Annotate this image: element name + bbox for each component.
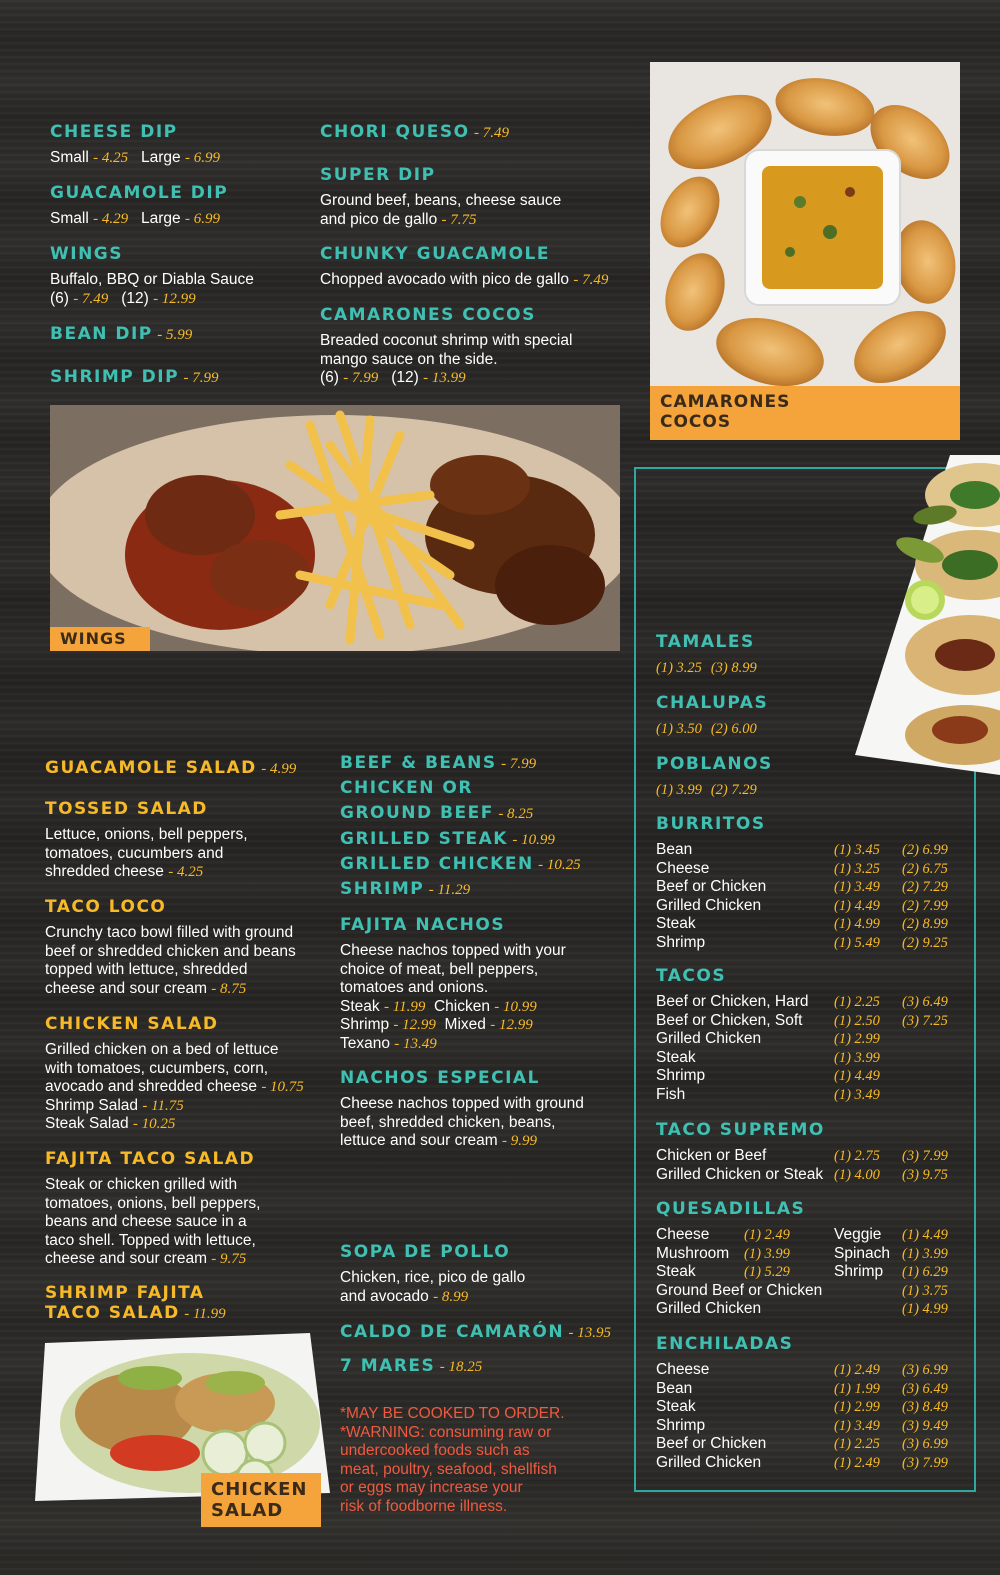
item-price: - 10.25 bbox=[538, 857, 581, 873]
row-price: (3) 7.99 bbox=[902, 1454, 948, 1471]
nachos-especial-item bbox=[340, 1068, 584, 1151]
item-price: - 13.95 bbox=[568, 1325, 612, 1341]
nachos-heading: NACHOS bbox=[340, 679, 616, 749]
row-name: Ground Beef or Chicken bbox=[656, 1281, 823, 1299]
enchilada-row bbox=[656, 1435, 962, 1454]
item-variant: Chicken bbox=[433, 997, 490, 1015]
row-name: Shrimp bbox=[656, 933, 706, 951]
row-price: (1) 6.29 bbox=[902, 1264, 948, 1280]
item-price: - 13.49 bbox=[394, 1035, 437, 1052]
row-name: Beef or Chicken bbox=[656, 878, 767, 895]
camarones-cocos-item bbox=[320, 305, 572, 388]
item-price: - 6.99 bbox=[184, 211, 220, 227]
row-name: Grilled Chicken bbox=[656, 1030, 762, 1047]
item-description: beef, shredded chicken, beans, bbox=[340, 1113, 556, 1131]
item-price: - 8.99 bbox=[433, 1288, 469, 1305]
taco-supremo-section bbox=[656, 1120, 962, 1184]
warning-line: undercooked foods such as bbox=[340, 1442, 530, 1459]
item-name: GROUND BEEF bbox=[340, 803, 494, 823]
item-name: CAMARONES COCOS bbox=[320, 305, 536, 325]
item-description: lettuce and sour cream bbox=[340, 1132, 498, 1149]
quesadilla-row bbox=[656, 1282, 962, 1301]
warning-line: *MAY BE COOKED TO ORDER. bbox=[340, 1405, 565, 1422]
item-price: - 4.25 bbox=[168, 864, 204, 880]
photo-caption: WINGS bbox=[50, 627, 150, 651]
row-name: Cheese bbox=[656, 1226, 710, 1243]
item-price: - 9.99 bbox=[501, 1133, 537, 1149]
row-price: (1) 2.99 bbox=[834, 1399, 880, 1415]
tacos-section bbox=[656, 966, 962, 1104]
item-price: - 4.99 bbox=[261, 761, 297, 777]
a-la-carte-heading bbox=[655, 489, 852, 612]
item-name: FAJITA NACHOS bbox=[340, 915, 506, 935]
size-label: Small bbox=[50, 149, 89, 166]
sopa-de-pollo-item bbox=[340, 1242, 525, 1306]
row-name: Shrimp bbox=[834, 1263, 884, 1280]
row-name: Steak bbox=[656, 1048, 696, 1066]
item-name: SUPER DIP bbox=[320, 165, 436, 185]
size-label: Large bbox=[141, 210, 181, 227]
item-description: mango sauce on the side. bbox=[320, 350, 498, 368]
supremo-row bbox=[656, 1147, 962, 1166]
quesadilla-row bbox=[656, 1245, 962, 1264]
item-price: - 7.99 bbox=[501, 756, 537, 772]
row-price: (1) 2.50 bbox=[834, 1012, 880, 1029]
camarones-cocos-photo bbox=[650, 62, 960, 440]
row-price: (3) 6.49 bbox=[902, 994, 948, 1010]
row-price: (1) 2.75 bbox=[834, 1148, 880, 1164]
supremo-list bbox=[656, 1147, 962, 1184]
row-price: (2) 7.29 bbox=[902, 879, 948, 895]
item-description: Cheese nachos topped with ground bbox=[340, 1095, 584, 1112]
row-name: Steak bbox=[656, 1398, 696, 1415]
row-price: (1) 4.49 bbox=[834, 897, 880, 914]
row-price: (1) 2.49 bbox=[834, 1362, 880, 1378]
row-price: (1) 2.25 bbox=[834, 994, 880, 1010]
row-price: (1) 2.25 bbox=[834, 1436, 880, 1452]
item-price: - 11.29 bbox=[428, 882, 471, 898]
row-price: (1) 3.99 bbox=[744, 1245, 790, 1262]
fajita-taco-salad-item bbox=[45, 1149, 260, 1269]
tacos-list bbox=[656, 993, 962, 1104]
heading-line: A LA bbox=[655, 489, 794, 554]
item-name: BURRITOS bbox=[656, 814, 766, 834]
row-name: Grilled Chicken bbox=[656, 1453, 762, 1471]
super-dip-item bbox=[320, 165, 561, 229]
quesadilla-row bbox=[656, 1263, 962, 1282]
row-price: (1) 4.49 bbox=[834, 1068, 880, 1084]
item-name: WINGS bbox=[50, 244, 124, 264]
item-name: SHRIMP bbox=[340, 879, 425, 899]
bean-dip-item bbox=[50, 324, 192, 344]
taco-loco-item bbox=[45, 897, 296, 998]
quesadilla-row bbox=[656, 1226, 962, 1245]
item-description: cheese and sour cream bbox=[45, 979, 207, 997]
row-price: (1) 4.00 bbox=[834, 1166, 880, 1183]
qty-label: (12) bbox=[391, 369, 419, 386]
item-description: taco shell. Topped with lettuce, bbox=[45, 1231, 256, 1249]
item-price: - 9.75 bbox=[211, 1251, 247, 1267]
row-price: (3) 7.99 bbox=[902, 1148, 948, 1164]
quesadillas-section bbox=[656, 1199, 962, 1319]
row-price: (3) 8.49 bbox=[902, 1399, 948, 1415]
item-price: - 10.75 bbox=[261, 1079, 304, 1095]
item-name: SHRIMP DIP bbox=[50, 367, 180, 387]
soups-heading: SOUPS bbox=[342, 1175, 561, 1245]
item-description: Breaded coconut shrimp with special bbox=[320, 332, 573, 349]
item-name: CHICKEN OR bbox=[340, 778, 473, 798]
item-variant: Steak Salad bbox=[45, 1115, 129, 1132]
row-price: (1) 4.99 bbox=[902, 1301, 948, 1317]
caption-line: SALAD bbox=[211, 1500, 284, 1521]
grilled-steak-item bbox=[340, 829, 555, 849]
row-price: (1) 3.99 bbox=[834, 1049, 880, 1066]
row-price: (1) 5.29 bbox=[744, 1264, 790, 1280]
item-description: Cheese nachos topped with your bbox=[340, 942, 566, 959]
item-name: CHICKEN SALAD bbox=[45, 1014, 219, 1034]
chicken-ground-beef-item bbox=[340, 778, 533, 823]
item-description: and pico de gallo bbox=[320, 210, 438, 228]
caption-line: CHICKEN bbox=[211, 1479, 308, 1500]
row-name: Bean bbox=[656, 841, 693, 858]
burrito-row bbox=[656, 915, 962, 934]
item-variant: Shrimp bbox=[340, 1016, 390, 1033]
quesadillas-list bbox=[656, 1226, 962, 1319]
row-price: (1) 3.45 bbox=[834, 842, 880, 858]
taco-row bbox=[656, 1067, 962, 1086]
item-price: (1) 3.50 bbox=[656, 721, 702, 737]
warning-line: or eggs may increase your bbox=[340, 1479, 523, 1496]
row-price: (2) 6.99 bbox=[902, 842, 948, 858]
item-name: TAMALES bbox=[656, 632, 755, 652]
item-price: - 11.75 bbox=[142, 1097, 184, 1114]
burrito-row bbox=[656, 897, 962, 916]
qty-label: (6) bbox=[320, 369, 339, 386]
item-description: topped with lettuce, shredded bbox=[45, 961, 248, 978]
enchilada-row bbox=[656, 1380, 962, 1399]
item-price: - 5.99 bbox=[157, 327, 193, 343]
item-name: SHRIMP FAJITA bbox=[45, 1283, 205, 1303]
taco-row bbox=[656, 1086, 962, 1105]
item-price: - 7.75 bbox=[441, 211, 477, 228]
burritos-list bbox=[656, 841, 962, 952]
row-name: Fish bbox=[656, 1085, 686, 1103]
photo-caption bbox=[201, 1473, 321, 1527]
poblanos-item bbox=[656, 754, 773, 799]
enchilada-row bbox=[656, 1361, 962, 1380]
item-description: choice of meat, bell peppers, bbox=[340, 960, 539, 978]
warning-line: meat, poultry, seafood, shellfish bbox=[340, 1460, 557, 1478]
item-price: - 4.25 bbox=[93, 150, 129, 166]
shrimp-fajita-taco-salad-item bbox=[45, 1283, 226, 1323]
item-name: NACHOS ESPECIAL bbox=[340, 1068, 540, 1088]
item-price: (1) 3.25 bbox=[656, 660, 702, 676]
item-name: BEAN DIP bbox=[50, 324, 153, 344]
chori-queso-item bbox=[320, 122, 509, 142]
item-name: TACO SALAD bbox=[45, 1303, 180, 1323]
tamales-item bbox=[656, 632, 757, 677]
row-name: Beef or Chicken, Soft bbox=[656, 1011, 803, 1029]
item-description: tomatoes, onions, bell peppers, bbox=[45, 1194, 261, 1212]
row-price: (1) 3.49 bbox=[834, 1086, 880, 1103]
heading-line: CARTE bbox=[655, 547, 852, 612]
cheese-dip-item bbox=[50, 122, 220, 168]
row-price: (1) 5.49 bbox=[834, 934, 880, 951]
item-description: with tomatoes, cucumbers, corn, bbox=[45, 1059, 269, 1077]
item-name: POBLANOS bbox=[656, 754, 773, 774]
burrito-row bbox=[656, 934, 962, 953]
item-name: GUACAMOLE DIP bbox=[50, 183, 229, 203]
item-price: - 7.99 bbox=[183, 370, 219, 386]
row-price: (1) 3.25 bbox=[834, 860, 880, 877]
item-description: Grilled chicken on a bed of lettuce bbox=[45, 1041, 279, 1058]
item-price: - 11.99 bbox=[184, 1306, 226, 1322]
grilled-chicken-item bbox=[340, 854, 581, 874]
item-price: - 4.29 bbox=[93, 211, 129, 227]
enchilada-row bbox=[656, 1417, 962, 1436]
item-name: SOPA DE POLLO bbox=[340, 1242, 511, 1262]
row-name: Shrimp bbox=[656, 1416, 706, 1434]
item-description: beef or shredded chicken and beans bbox=[45, 942, 296, 960]
item-description: avocado and shredded cheese bbox=[45, 1078, 257, 1095]
taco-row bbox=[656, 1049, 962, 1068]
item-description: tomatoes and onions. bbox=[340, 979, 489, 996]
item-name: GRILLED CHICKEN bbox=[340, 854, 534, 874]
row-name: Beef or Chicken, Hard bbox=[656, 993, 809, 1010]
size-label: Small bbox=[50, 210, 89, 227]
burrito-row bbox=[656, 860, 962, 879]
row-price: (3) 7.25 bbox=[902, 1012, 948, 1029]
item-price: - 13.99 bbox=[423, 370, 466, 386]
item-name: FAJITA TACO SALAD bbox=[45, 1149, 256, 1169]
item-description: beans and cheese sauce in a bbox=[45, 1213, 247, 1230]
row-name: Cheese bbox=[656, 1361, 710, 1378]
enchilada-row bbox=[656, 1454, 962, 1473]
row-name: Cheese bbox=[656, 859, 710, 877]
item-description: cheese and sour cream bbox=[45, 1250, 207, 1267]
burritos-section bbox=[656, 814, 962, 952]
item-name: CHUNKY GUACAMOLE bbox=[320, 244, 550, 264]
item-description: Buffalo, BBQ or Diabla Sauce bbox=[50, 271, 254, 288]
tossed-salad-item bbox=[45, 799, 248, 882]
chicken-salad-item bbox=[45, 1014, 304, 1134]
tacos-photo bbox=[855, 455, 1000, 775]
shrimp-dip-item bbox=[50, 367, 219, 387]
item-price: (1) 3.99 bbox=[656, 782, 702, 798]
item-description: shredded cheese bbox=[45, 863, 164, 880]
item-price: (2) 6.00 bbox=[710, 721, 757, 737]
row-name: Grilled Chicken bbox=[656, 896, 762, 914]
taco-row bbox=[656, 993, 962, 1012]
row-name: Veggie bbox=[834, 1226, 882, 1243]
item-description: Lettuce, onions, bell peppers, bbox=[45, 826, 248, 843]
chalupas-item bbox=[656, 693, 768, 738]
item-description: tomatoes, cucumbers and bbox=[45, 844, 224, 862]
item-price: - 10.25 bbox=[132, 1116, 176, 1132]
chunky-guacamole-item bbox=[320, 244, 608, 290]
row-price: (1) 3.99 bbox=[902, 1245, 948, 1262]
item-description: and avocado bbox=[340, 1287, 429, 1305]
row-name: Bean bbox=[656, 1379, 693, 1397]
guacamole-salad-item bbox=[45, 758, 296, 778]
item-price: - 7.49 bbox=[573, 272, 609, 288]
warning-line: *WARNING: consuming raw or bbox=[340, 1423, 552, 1441]
item-variant: Steak bbox=[340, 997, 380, 1015]
item-name: GRILLED STEAK bbox=[340, 829, 508, 849]
item-name: CALDO DE CAMARÓN bbox=[340, 1322, 565, 1342]
row-price: (1) 2.49 bbox=[744, 1227, 790, 1243]
item-name: TOSSED SALAD bbox=[45, 799, 208, 819]
chicken-salad-photo bbox=[25, 1333, 335, 1528]
item-price: - 12.99 bbox=[490, 1017, 533, 1033]
row-price: (1) 2.99 bbox=[834, 1031, 880, 1047]
caldo-de-camaron-item bbox=[340, 1322, 611, 1342]
caption-line: CAMARONES bbox=[660, 392, 791, 412]
item-name: TACO SUPREMO bbox=[656, 1120, 825, 1140]
row-name: Beef or Chicken bbox=[656, 1435, 767, 1452]
item-price: - 7.49 bbox=[73, 290, 109, 307]
row-price: (1) 4.99 bbox=[834, 916, 880, 932]
item-description: Chopped avocado with pico de gallo bbox=[320, 271, 570, 288]
row-price: (3) 9.49 bbox=[902, 1417, 948, 1434]
item-variant: Mixed bbox=[444, 1016, 486, 1033]
item-name: CHALUPAS bbox=[656, 693, 769, 713]
taco-row bbox=[656, 1030, 962, 1049]
item-description: Crunchy taco bowl filled with ground bbox=[45, 924, 294, 941]
caption-line: COCOS bbox=[660, 412, 732, 432]
quesadilla-row bbox=[656, 1300, 962, 1319]
item-price: - 12.99 bbox=[393, 1017, 436, 1033]
burrito-row bbox=[656, 878, 962, 897]
item-name: GUACAMOLE SALAD bbox=[45, 758, 257, 778]
item-price: - 10.99 bbox=[512, 832, 555, 848]
row-price: (3) 6.99 bbox=[902, 1362, 948, 1378]
row-name: Grilled Chicken or Steak bbox=[656, 1165, 824, 1183]
row-price: (2) 9.25 bbox=[902, 934, 948, 951]
row-name: Spinach bbox=[834, 1244, 891, 1262]
food-warning bbox=[340, 1405, 610, 1516]
guacamole-dip-item bbox=[50, 183, 228, 229]
row-name: Mushroom bbox=[656, 1244, 730, 1262]
wings-photo bbox=[50, 405, 620, 651]
size-label: Large bbox=[141, 149, 181, 166]
row-price: (1) 1.99 bbox=[834, 1380, 880, 1397]
row-price: (1) 2.49 bbox=[834, 1454, 880, 1471]
wings-illustration bbox=[50, 405, 620, 651]
item-price: - 8.75 bbox=[211, 980, 247, 997]
taco-row bbox=[656, 1012, 962, 1031]
siete-mares-item bbox=[340, 1356, 482, 1376]
row-price: (3) 6.49 bbox=[902, 1380, 948, 1397]
row-price: (3) 9.75 bbox=[902, 1166, 948, 1183]
item-name: CHORI QUESO bbox=[320, 122, 470, 142]
row-name: Grilled Chicken bbox=[656, 1300, 762, 1317]
item-description: Steak or chicken grilled with bbox=[45, 1176, 238, 1193]
qty-label: (6) bbox=[50, 289, 69, 307]
supremo-row bbox=[656, 1166, 962, 1185]
item-price: - 12.99 bbox=[153, 290, 196, 307]
item-name: CHEESE DIP bbox=[50, 122, 178, 142]
row-price: (1) 3.49 bbox=[834, 1417, 880, 1434]
row-price: (1) 4.49 bbox=[902, 1227, 948, 1243]
item-name: QUESADILLAS bbox=[656, 1199, 806, 1219]
warning-line: risk of foodborne illness. bbox=[340, 1497, 508, 1515]
photo-caption bbox=[650, 386, 960, 440]
row-price: (2) 8.99 bbox=[902, 916, 948, 932]
row-name: Steak bbox=[656, 915, 696, 932]
enchilada-row bbox=[656, 1398, 962, 1417]
shrimp-nachos-item bbox=[340, 879, 470, 899]
row-price: (1) 3.75 bbox=[902, 1282, 948, 1299]
item-name: ENCHILADAS bbox=[656, 1334, 794, 1354]
item-name: BEEF & BEANS bbox=[340, 753, 497, 773]
item-name: 7 MARES bbox=[340, 1356, 436, 1376]
item-price: (2) 7.29 bbox=[710, 782, 757, 798]
row-name: Shrimp bbox=[656, 1067, 706, 1084]
item-description: Ground beef, beans, cheese sauce bbox=[320, 192, 562, 209]
tacos-illustration bbox=[855, 455, 1000, 775]
row-price: (2) 7.99 bbox=[902, 897, 948, 914]
item-price: - 10.99 bbox=[494, 998, 537, 1015]
item-price: - 11.99 bbox=[383, 998, 426, 1015]
item-description: Chicken, rice, pico de gallo bbox=[340, 1269, 526, 1286]
fajita-nachos-item bbox=[340, 915, 566, 1053]
item-price: - 18.25 bbox=[439, 1359, 483, 1375]
enchiladas-list bbox=[656, 1361, 962, 1472]
salads-heading: SALADS bbox=[44, 679, 303, 749]
qty-label: (12) bbox=[121, 289, 149, 307]
item-price: - 6.99 bbox=[184, 150, 220, 166]
row-price: (1) 3.49 bbox=[834, 879, 880, 895]
item-price: - 8.25 bbox=[498, 806, 534, 822]
burrito-row bbox=[656, 841, 962, 860]
item-variant: Texano bbox=[340, 1034, 390, 1052]
item-price: (3) 8.99 bbox=[710, 660, 757, 676]
item-name: TACO LOCO bbox=[45, 897, 167, 917]
row-price: (2) 6.75 bbox=[902, 860, 948, 877]
appetizers-heading: APPETIZERS bbox=[48, 47, 443, 117]
enchiladas-section bbox=[656, 1334, 962, 1472]
beef-beans-item bbox=[340, 753, 536, 773]
item-price: - 7.99 bbox=[343, 370, 379, 386]
row-name: Chicken or Beef bbox=[656, 1147, 767, 1164]
shrimp-illustration bbox=[650, 62, 960, 440]
row-name: Steak bbox=[656, 1263, 696, 1280]
item-price: - 7.49 bbox=[474, 125, 510, 141]
item-variant: Shrimp Salad bbox=[45, 1096, 139, 1114]
wings-item bbox=[50, 244, 254, 308]
row-price: (3) 6.99 bbox=[902, 1436, 948, 1452]
item-name: TACOS bbox=[656, 966, 727, 986]
